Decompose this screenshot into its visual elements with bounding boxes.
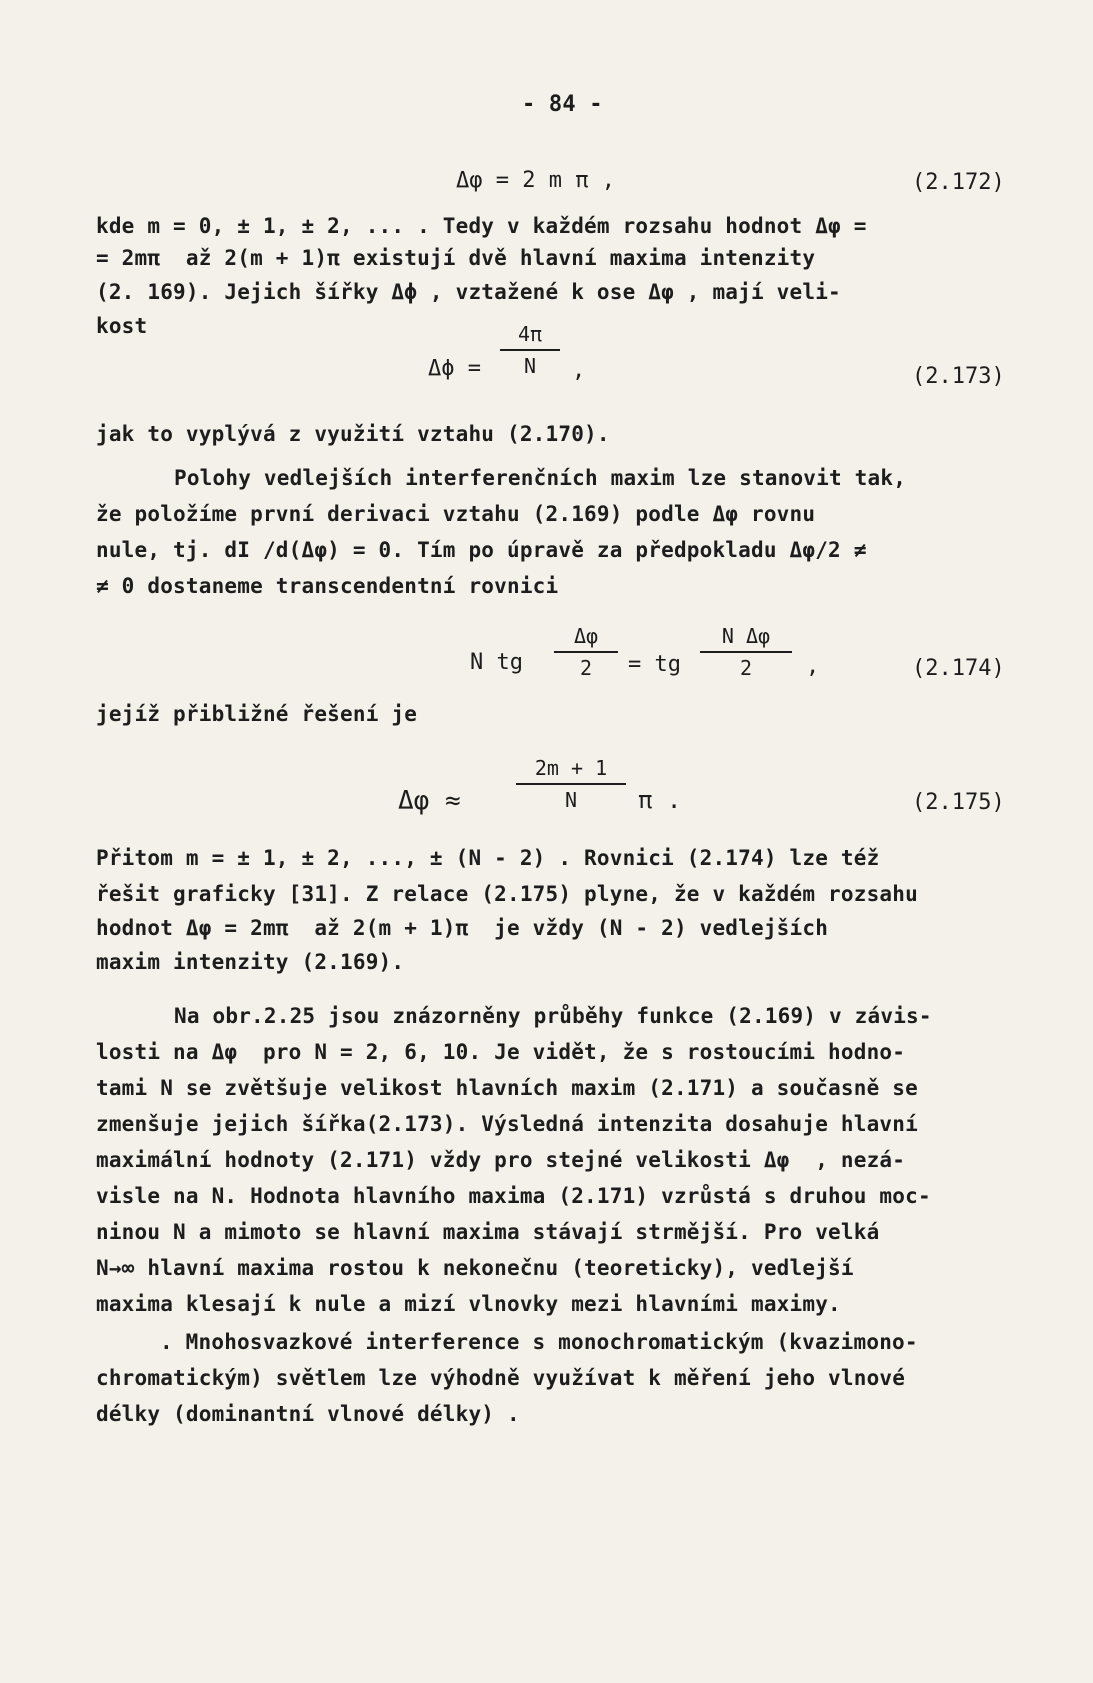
fraction-denominator: 2 xyxy=(579,656,593,680)
text-line: visle na N. Hodnota hlavního maxima (2.171) vzrůstá s druhou moc- xyxy=(96,1184,931,1208)
text-line: jak to vyplývá z využití vztahu (2.170). xyxy=(96,422,610,446)
text-line: ninou N a mimoto se hlavní maxima stávají strmější. Pro velká xyxy=(96,1220,880,1244)
equation-2-173-lhs: Δϕ = xyxy=(428,356,481,381)
equation-number-2-175: (2.175) xyxy=(912,790,1005,815)
fraction-numerator: 4π xyxy=(517,322,543,346)
text-line: kde m = 0, ± 1, ± 2, ... . Tedy v každém rozsahu hodnot Δφ = xyxy=(96,214,867,238)
text-line: maximální hodnoty (2.171) vždy pro stejné velikosti Δφ , nezá- xyxy=(96,1148,906,1172)
text-line: tami N se zvětšuje velikost hlavních maxim (2.171) a současně se xyxy=(96,1076,918,1100)
text-line: hodnot Δφ = 2mπ až 2(m + 1)π je vždy (N - 2) vedlejších xyxy=(96,916,829,940)
equation-2-172: Δφ = 2 m π , xyxy=(456,168,615,193)
equation-2-174-left: N tg xyxy=(470,650,523,675)
text-line: řešit graficky [31]. Z relace (2.175) plyne, že v každém rozsahu xyxy=(96,882,918,906)
text-line: chromatickým) světlem lze výhodně využívat k měření jeho vlnové xyxy=(96,1366,906,1390)
equation-number-2-174: (2.174) xyxy=(912,656,1005,681)
text-line: . Mnohosvazkové interference s monochromatickým (kvazimono- xyxy=(160,1330,918,1354)
fraction-numerator: N Δφ xyxy=(721,624,771,648)
text-line: Polohy vedlejších interferenčních maxim lze stanovit tak, xyxy=(174,466,907,490)
fraction-numerator: 2m + 1 xyxy=(534,756,608,780)
equation-number-2-173: (2.173) xyxy=(912,364,1005,389)
text-line: maxima klesají k nule a mizí vlnovky mezi hlavními maximy. xyxy=(96,1292,841,1316)
equation-2-175-fraction xyxy=(516,756,626,812)
text-line: maxim intenzity (2.169). xyxy=(96,950,405,974)
equation-2-173-tail: , xyxy=(572,358,586,383)
equation-2-174-tail: , xyxy=(806,654,820,679)
text-line: nule, tj. dI /d(Δφ) = 0. Tím po úpravě za předpokladu Δφ/2 ≠ xyxy=(96,538,867,562)
fraction-denominator: N xyxy=(564,788,578,812)
fraction-denominator: 2 xyxy=(739,656,753,680)
equation-2-174-fraction-1 xyxy=(554,624,618,680)
text-line: jejíž přibližné řešení je xyxy=(96,702,418,726)
equation-2-174-fraction-2 xyxy=(700,624,792,680)
text-line: Přitom m = ± 1, ± 2, ..., ± (N - 2) . Rovnici (2.174) lze též xyxy=(96,846,880,870)
text-line: losti na Δφ pro N = 2, 6, 10. Je vidět, že s rostoucími hodno- xyxy=(96,1040,906,1064)
equation-number-2-172: (2.172) xyxy=(912,170,1005,195)
text-line: že položíme první derivaci vztahu (2.169) podle Δφ rovnu xyxy=(96,502,816,526)
page-number: - 84 - xyxy=(522,92,603,117)
equation-2-175-tail: π . xyxy=(638,786,682,814)
text-line: kost xyxy=(96,314,148,338)
text-line: ≠ 0 dostaneme transcendentní rovnici xyxy=(96,574,559,598)
text-line: (2. 169). Jejich šířky Δϕ , vztažené k ose Δφ , mají veli- xyxy=(96,280,841,304)
fraction-numerator: Δφ xyxy=(573,624,599,648)
equation-2-174-mid: = tg xyxy=(628,652,681,677)
equation-2-173-fraction xyxy=(500,322,560,378)
text-line: = 2mπ až 2(m + 1)π existují dvě hlavní maxima intenzity xyxy=(96,246,816,270)
text-line: zmenšuje jejich šířka(2.173). Výsledná intenzita dosahuje hlavní xyxy=(96,1112,918,1136)
text-line: Na obr.2.25 jsou znázorněny průběhy funkce (2.169) v závis- xyxy=(174,1004,932,1028)
fraction-denominator: N xyxy=(523,354,537,378)
equation-2-175-lhs: Δφ ≈ xyxy=(398,786,461,816)
text-line: N→∞ hlavní maxima rostou k nekonečnu (teoreticky), vedlejší xyxy=(96,1256,854,1280)
text-line: délky (dominantní vlnové délky) . xyxy=(96,1402,520,1426)
